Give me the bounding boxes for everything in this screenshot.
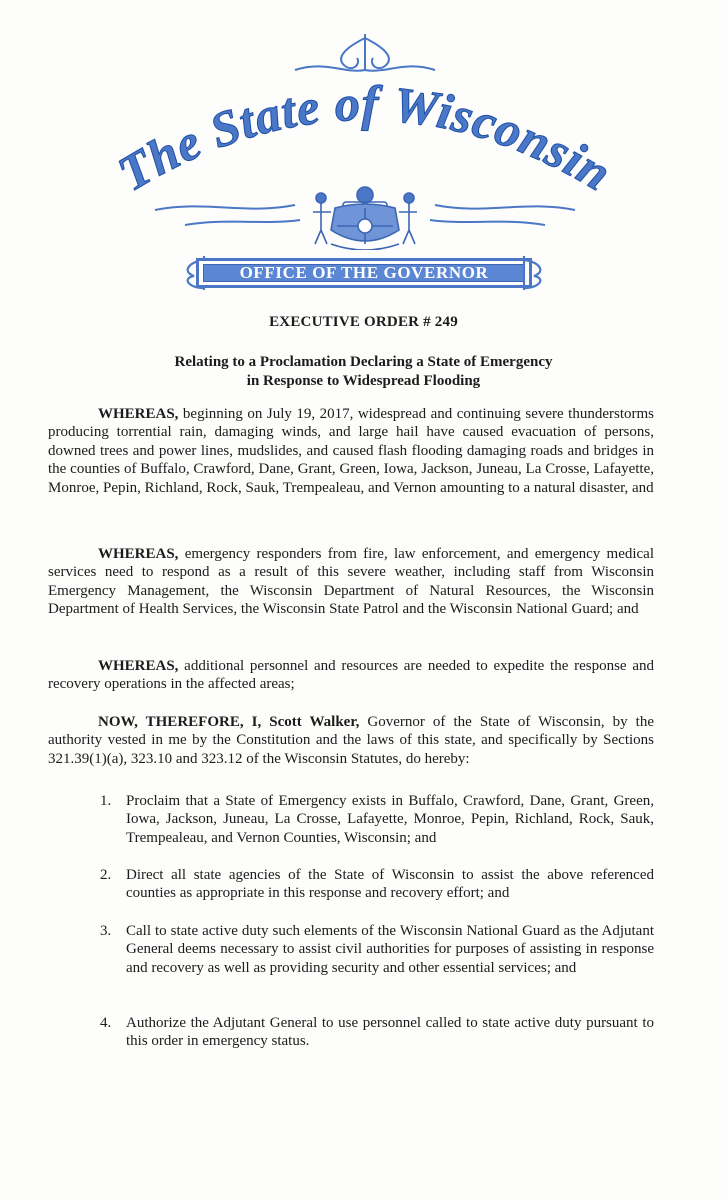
paragraph-lead: NOW, THEREFORE, I, Scott Walker, xyxy=(98,714,360,730)
action-text: Authorize the Adjutant General to use personnel called to state active duty pursuant to this order in emergency status. xyxy=(126,1015,654,1050)
whereas-paragraph-1 xyxy=(48,405,654,497)
whereas-paragraph-3 xyxy=(48,657,654,694)
top-flourish-icon xyxy=(295,34,435,71)
paragraph-lead: WHEREAS, xyxy=(98,658,179,674)
subtitle-line-1: Relating to a Proclamation Declaring a State of Emergency xyxy=(174,354,553,370)
executive-order-title: EXECUTIVE ORDER # 249 xyxy=(269,314,458,330)
action-number: 2. xyxy=(100,867,112,883)
whereas-paragraph-2 xyxy=(48,545,654,619)
paragraph-text: emergency responders from fire, law enforcement, and emergency medical services need to respond as a result of this severe weather, including staff from Wisconsin Emergency Management, the Wisconsin Department of Natural Resources, the Wisconsin Department of Health Services, the Wisconsin State Patrol and the Wisconsin National Guard; and xyxy=(48,546,654,618)
title-the: The xyxy=(108,112,210,202)
action-item-1 xyxy=(100,792,654,847)
action-text: Call to state active duty such elements of the Wisconsin National Guard as the Adjutant General deems necessary to assist civil authorities for purposes of assisting in response and recovery as well as providing security and other essential services; and xyxy=(126,923,654,976)
action-item-2 xyxy=(100,866,654,903)
action-number: 4. xyxy=(100,1015,112,1031)
action-text: Proclaim that a State of Emergency exists in Buffalo, Crawford, Dane, Grant, Green, Iowa, Jackson, Juneau, La Crosse, Lafayette, Monroe, Pepin, Richland, Rock, Sauk, Trempealeau, and Vernon Counties, Wisconsin; and xyxy=(126,793,654,846)
letterhead xyxy=(95,30,635,250)
title-wisconsin: Wisconsin xyxy=(390,75,622,202)
action-item-3 xyxy=(100,922,654,977)
paragraph-text: additional personnel and resources are needed to expedite the response and recovery operations in the affected areas; xyxy=(48,658,654,693)
paragraph-text: Governor of the State of Wisconsin, by the authority vested in me by the Constitution and the laws of this state, and specifically by Sections 321.39(1)(a), 323.10 and 323.12 of the Wisconsin Statutes, do hereby: xyxy=(48,714,654,767)
state-of-wisconsin-arch xyxy=(95,30,635,250)
paragraph-lead: WHEREAS, xyxy=(98,546,179,562)
office-title: OFFICE OF THE GOVERNOR xyxy=(239,263,489,282)
action-number: 1. xyxy=(100,793,112,809)
action-text: Direct all state agencies of the State of Wisconsin to assist the above referenced counties as appropriate in this response and recovery effort; and xyxy=(126,867,654,902)
paragraph-lead: WHEREAS, xyxy=(98,406,179,422)
order-subtitle xyxy=(0,353,727,391)
state-seal-icon xyxy=(313,187,417,250)
office-of-the-governor-banner xyxy=(196,258,532,288)
banner-right-flourish-icon xyxy=(520,252,560,294)
now-therefore-paragraph xyxy=(48,713,654,768)
action-item-4 xyxy=(100,1014,654,1051)
subtitle-line-2: in Response to Widespread Flooding xyxy=(246,373,481,389)
action-number: 3. xyxy=(100,923,112,939)
paragraph-text: beginning on July 19, 2017, widespread and continuing severe thunderstorms producing torrential rain, damaging winds, and large hail have caused evacuation of persons, downed trees and power lines, mudslides, and caused flash flooding damaging roads and bridges in the counties of Buffalo, Crawford, Dane, Grant, Green, Iowa, Jackson, Juneau, La Crosse, Lafayette, Monroe, Pepin, Richland, Rock, Sauk, Trempealeau, and Vernon amounting to a natural disaster, and xyxy=(48,406,654,496)
title-state-of: State of xyxy=(202,74,380,159)
svg-text:The Stat xyxy=(109,75,622,202)
